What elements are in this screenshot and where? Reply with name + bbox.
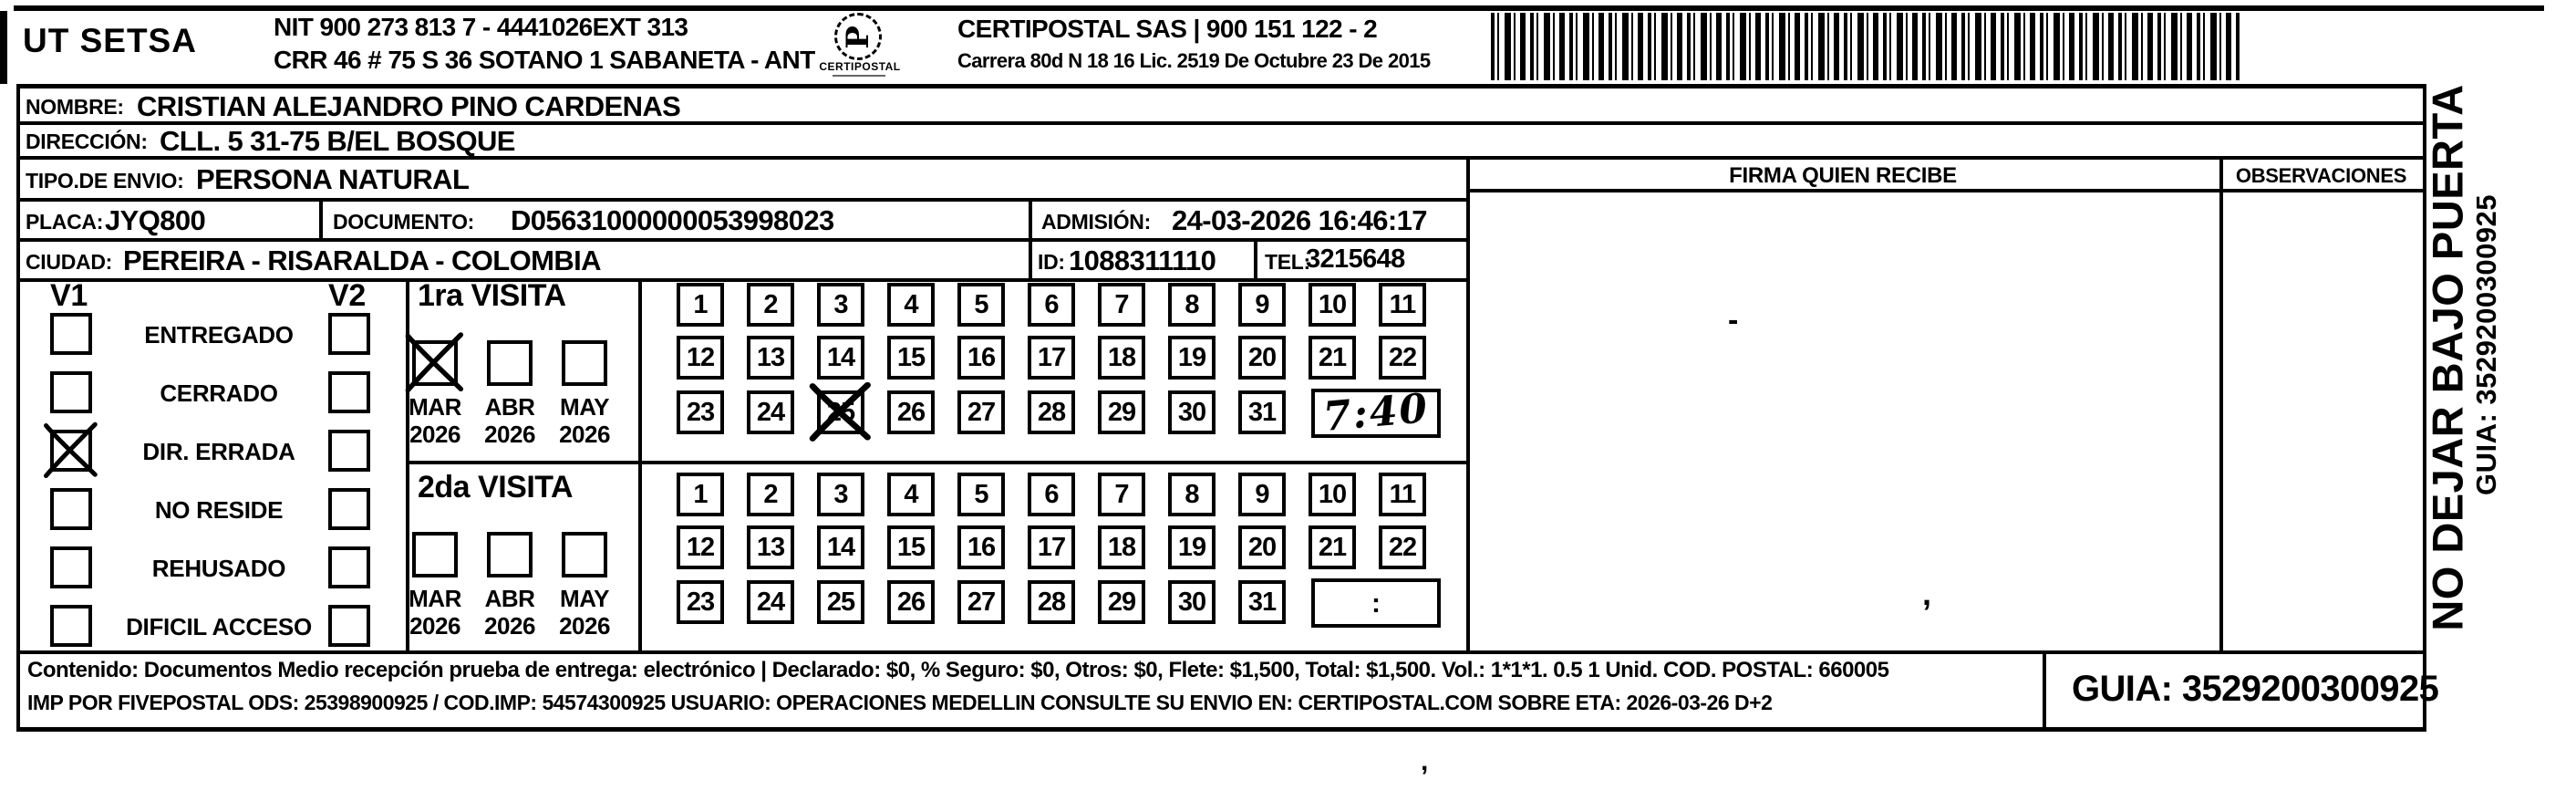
sender-address: CRR 46 # 75 S 36 SOTANO 1 SABANETA - ANT — [274, 46, 815, 74]
month-year-label: 2026 — [484, 421, 535, 448]
company-name: CERTIPOSTAL SAS | 900 151 122 - 2 — [957, 15, 1378, 43]
visit-2-day-26: 26 — [887, 580, 935, 624]
visit-1-day-25: 25 — [817, 390, 864, 434]
month-label: MAY — [560, 585, 609, 612]
placa-label: PLACA: — [26, 210, 104, 234]
visit-2-day-18: 18 — [1098, 525, 1145, 569]
v1-checkbox-entregado — [50, 313, 92, 355]
month-label: MAR — [409, 393, 461, 421]
visit-1-day-4: 4 — [887, 283, 935, 327]
documento-label: DOCUMENTO: — [333, 210, 475, 234]
visit-calendars-panel — [638, 278, 1466, 650]
visit-1-day-20: 20 — [1238, 336, 1286, 380]
time-colon: : — [1371, 588, 1381, 619]
v2-checkbox-dificil-acceso — [328, 605, 370, 647]
visit-2-title: 2da VISITA — [418, 470, 574, 505]
v1-header: V1 — [50, 278, 88, 313]
v2-checkbox-dir-errada — [328, 430, 370, 472]
logo-tagline — [833, 75, 885, 77]
nombre-label: NOMBRE: — [26, 95, 124, 119]
visit-1-day-1: 1 — [677, 283, 724, 327]
visit-2-day-10: 10 — [1309, 473, 1356, 516]
visit-1-day-11: 11 — [1379, 283, 1426, 327]
v1-checkbox-no-reside — [50, 488, 92, 530]
visit-2-time-box — [1311, 578, 1441, 628]
v2-checkbox-no-reside — [328, 488, 370, 530]
sender-nit: NIT 900 273 813 7 - 4441026EXT 313 — [274, 13, 688, 41]
visit-1-day-18: 18 — [1098, 336, 1145, 380]
visit-1-day-28: 28 — [1028, 390, 1075, 434]
visit-1-day-6: 6 — [1028, 283, 1075, 327]
id-value: 1088311110 — [1069, 244, 1216, 276]
sender-name: UT SETSA — [23, 22, 197, 59]
placa-value: JYQ800 — [105, 204, 206, 236]
visit-2-day-23: 23 — [677, 580, 724, 624]
month-year-label: 2026 — [409, 612, 460, 640]
firma-header: FIRMA QUIEN RECIBE — [1729, 163, 1957, 188]
visit-2-day-22: 22 — [1379, 525, 1426, 569]
visit-1-day-24: 24 — [747, 390, 794, 434]
month-label: MAR — [409, 585, 461, 612]
visit-2-day-7: 7 — [1098, 473, 1145, 516]
handwritten-time-note: 7:40 — [1320, 385, 1432, 441]
visit-2-day-30: 30 — [1168, 580, 1216, 624]
visit-1-month-checkbox-mar — [412, 340, 458, 386]
visit-1-day-22: 22 — [1379, 336, 1426, 380]
visit-2-day-31: 31 — [1238, 580, 1286, 624]
visit-1-day-21: 21 — [1309, 336, 1356, 380]
visit-1-day-8: 8 — [1168, 283, 1216, 327]
side-note-guia: GUIA: 3529200300925 — [2470, 193, 2502, 496]
visit-1-day-9: 9 — [1238, 283, 1286, 327]
direccion-label: DIRECCIÓN: — [26, 130, 148, 153]
tipo-envio-label: TIPO.DE ENVIO: — [26, 169, 184, 192]
visit-2-day-20: 20 — [1238, 525, 1286, 569]
visit-2-day-25: 25 — [817, 580, 864, 624]
visit-1-day-27: 27 — [957, 390, 1005, 434]
month-year-label: 2026 — [559, 612, 610, 640]
visit-months-panel — [406, 278, 638, 650]
id-label: ID: — [1038, 250, 1065, 274]
side-note-warning: NO DEJAR BAJO PUERTA — [2423, 84, 2472, 631]
status-option-label: CERRADO — [160, 380, 278, 407]
visit-2-day-29: 29 — [1098, 580, 1145, 624]
v2-checkbox-cerrado — [328, 371, 370, 413]
status-option-label: DIR. ERRADA — [142, 438, 295, 465]
month-label: MAY — [560, 393, 609, 421]
month-year-label: 2026 — [559, 421, 610, 448]
guia-number: GUIA: 3529200300925 — [2072, 669, 2439, 709]
status-option-label: REHUSADO — [151, 555, 286, 582]
v1-checkbox-rehusado — [50, 546, 92, 588]
month-label: ABR — [484, 585, 535, 612]
visit-2-day-2: 2 — [747, 473, 794, 516]
status-option-label: DIFICIL ACCESO — [126, 613, 312, 640]
visit-1-day-12: 12 — [677, 336, 724, 380]
visit-1-day-31: 31 — [1238, 390, 1286, 434]
visit-1-month-checkbox-may — [562, 340, 607, 386]
visit-2-month-checkbox-abr — [487, 532, 533, 577]
visit-1-day-26: 26 — [887, 390, 935, 434]
visit-2-day-14: 14 — [817, 525, 864, 569]
status-option-label: ENTREGADO — [144, 321, 294, 348]
visit-2-day-11: 11 — [1379, 473, 1426, 516]
documento-value: D05631000000053998023 — [511, 204, 834, 236]
visit-1-time-box — [1311, 385, 1441, 441]
scan-speck: , — [1421, 746, 1429, 776]
v2-checkbox-rehusado — [328, 546, 370, 588]
tel-label: TEL: — [1265, 250, 1310, 274]
visit-2-day-3: 3 — [817, 473, 864, 516]
visit-2-day-24: 24 — [747, 580, 794, 624]
visit-2-day-17: 17 — [1028, 525, 1075, 569]
footer-imp-line: IMP POR FIVEPOSTAL ODS: 25398900925 / COD.IMP: 54574300925 USUARIO: OPERACIONES MEDELLIN CONSULTE SU ENVIO EN: CERTIPOSTAL.COM SOBRE ETA: 2026-03-26 D+2 — [27, 691, 1773, 714]
logo-wordmark: CERTIPOSTAL — [819, 60, 901, 73]
visit-2-day-9: 9 — [1238, 473, 1286, 516]
visit-2-month-checkbox-may — [562, 532, 607, 577]
visit-1-day-2: 2 — [747, 283, 794, 327]
v1-checkbox-dir-errada — [50, 430, 92, 472]
visit-1-day-13: 13 — [747, 336, 794, 380]
tel-value: 3215648 — [1306, 244, 1405, 274]
month-year-label: 2026 — [484, 612, 535, 640]
visit-1-day-5: 5 — [957, 283, 1005, 327]
observaciones-header: OBSERVACIONES — [2235, 164, 2407, 187]
visit-2-day-16: 16 — [957, 525, 1005, 569]
visit-1-day-29: 29 — [1098, 390, 1145, 434]
visit-2-day-19: 19 — [1168, 525, 1216, 569]
visit-1-month-checkbox-abr — [487, 340, 533, 386]
v2-header: V2 — [328, 278, 366, 313]
visit-2-day-4: 4 — [887, 473, 935, 516]
visit-2-month-checkbox-mar — [412, 532, 458, 577]
visit-1-day-15: 15 — [887, 336, 935, 380]
visit-1-day-14: 14 — [817, 336, 864, 380]
visit-1-day-7: 7 — [1098, 283, 1145, 327]
ciudad-value: PEREIRA - RISARALDA - COLOMBIA — [123, 244, 601, 276]
visit-1-day-30: 30 — [1168, 390, 1216, 434]
visit-2-day-28: 28 — [1028, 580, 1075, 624]
visit-2-day-27: 27 — [957, 580, 1005, 624]
visit-2-day-5: 5 — [957, 473, 1005, 516]
status-option-label: NO RESIDE — [154, 496, 284, 524]
pen-mark: , — [1922, 575, 1932, 612]
admision-label: ADMISIÓN: — [1041, 210, 1151, 234]
footer-content-line: Contenido: Documentos Medio recepción prueba de entrega: electrónico | Declarado: $0, % Seguro: $0, Otros: $0, Flete: $1,500, Total: $1,500. Vol.: 1*1*1. 0.5 1 Unid. COD. POSTAL: 660005 — [27, 658, 1889, 682]
barcode-icon — [1491, 13, 2240, 80]
certipostal-logo-icon: P — [834, 13, 882, 60]
tipo-envio-value: PERSONA NATURAL — [196, 163, 470, 195]
visit-1-day-19: 19 — [1168, 336, 1216, 380]
direccion-value: CLL. 5 31-75 B/EL BOSQUE — [160, 125, 515, 157]
scan-artifact — [0, 11, 7, 84]
visit-1-day-17: 17 — [1028, 336, 1075, 380]
v1-checkbox-dificil-acceso — [50, 605, 92, 647]
visit-2-day-15: 15 — [887, 525, 935, 569]
visit-2-day-21: 21 — [1309, 525, 1356, 569]
v2-checkbox-entregado — [328, 313, 370, 355]
visit-1-day-10: 10 — [1309, 283, 1356, 327]
nombre-value: CRISTIAN ALEJANDRO PINO CARDENAS — [137, 90, 681, 122]
pen-mark: - — [1728, 303, 1739, 338]
visit-1-day-16: 16 — [957, 336, 1005, 380]
company-license: Carrera 80d N 18 16 Lic. 2519 De Octubre 23 De 2015 — [957, 49, 1431, 72]
status-panel — [16, 278, 406, 650]
visit-2-day-12: 12 — [677, 525, 724, 569]
v1-checkbox-cerrado — [50, 371, 92, 413]
visit-1-day-23: 23 — [677, 390, 724, 434]
visit-2-day-6: 6 — [1028, 473, 1075, 516]
visit-1-title: 1ra VISITA — [418, 278, 566, 313]
visit-2-day-13: 13 — [747, 525, 794, 569]
month-year-label: 2026 — [409, 421, 460, 448]
visit-1-day-3: 3 — [817, 283, 864, 327]
visit-2-day-8: 8 — [1168, 473, 1216, 516]
top-rule — [14, 5, 2544, 11]
month-label: ABR — [484, 393, 535, 421]
ciudad-label: CIUDAD: — [26, 250, 112, 274]
admision-value: 24-03-2026 16:46:17 — [1172, 204, 1427, 236]
visit-2-day-1: 1 — [677, 473, 724, 516]
